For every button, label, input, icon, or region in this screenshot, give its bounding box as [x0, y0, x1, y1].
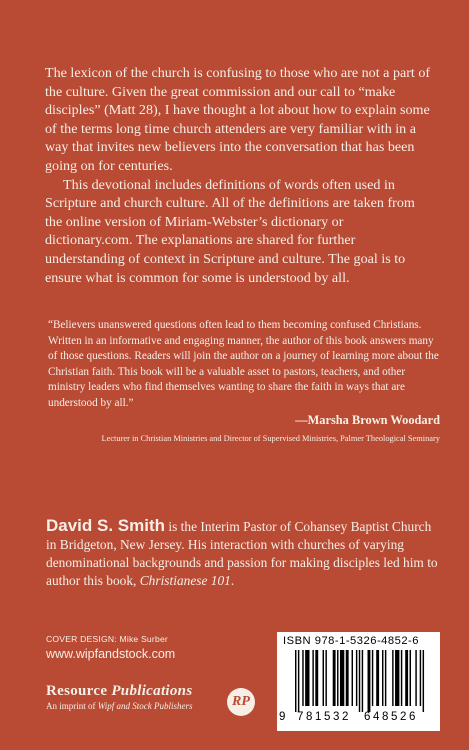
barcode-bar	[323, 650, 324, 706]
barcode-digits-right: 648526	[364, 711, 418, 723]
publisher-website: www.wipfandstock.com	[46, 647, 176, 661]
barcode-bar	[305, 650, 309, 706]
barcode-bar	[325, 650, 326, 706]
barcode-bar	[392, 650, 393, 706]
endorsement-quote: “Believers unanswered questions often lead to them becoming confused Christians. Written in an informative and engaging manner, the author of this book answers many of those questions. Readers will join the author on a journey of learning more about the Christian faith. This book will be a valuable asset to pastors, teachers, and other ministry leaders who find themselves wanting to share the faith in ways that are understood by all.”	[48, 319, 439, 409]
imprint-prefix: An imprint of	[46, 701, 98, 711]
barcode-bar	[315, 650, 318, 706]
cover-design-credit: COVER DESIGN: Mike Surber	[46, 634, 168, 644]
barcode-bar	[376, 650, 379, 706]
credits	[46, 634, 175, 661]
endorser-affiliation: Lecturer in Christian Ministries and Director of Supervised Ministries, Palmer Theological Seminary	[101, 433, 440, 443]
barcode-digit-first: 9	[279, 711, 286, 723]
description-paragraph-2: This devotional includes definitions of words often used in Scripture and church culture. All of the definitions are taken from the online version of Miriam-Webster’s dictionary or dictionary.com. The explanations are shared for further understanding of context in Scripture and culture. The goal is to ensure what is common for some is understood by all.	[45, 176, 415, 286]
publisher-logo-icon: RP	[227, 688, 255, 716]
barcode-bar	[333, 650, 336, 706]
author-bio	[46, 517, 438, 590]
imprint-name: Wipf and Stock Publishers	[97, 701, 193, 711]
barcode-bar	[295, 650, 296, 712]
isbn-number: ISBN 978-1-5326-4852-6	[283, 635, 420, 647]
isbn-barcode	[277, 632, 440, 731]
barcode-bar	[298, 650, 299, 712]
barcode-bar	[352, 650, 353, 706]
book-title: Christianese 101	[139, 573, 231, 588]
barcode-bar	[368, 650, 371, 712]
barcode-bar	[312, 650, 313, 706]
barcode-bar	[382, 650, 383, 706]
barcode-bar	[423, 650, 424, 712]
barcode-bar	[415, 650, 416, 706]
author-name: David S. Smith	[46, 516, 166, 535]
endorsement	[48, 318, 440, 446]
endorser-name: —Marsha Brown Woodard	[295, 413, 440, 427]
barcode-bar	[346, 650, 349, 706]
barcode-bar	[356, 650, 357, 706]
barcode-bar	[401, 650, 402, 706]
back-cover-description	[45, 64, 431, 287]
publisher-name-first: Resource	[46, 683, 108, 699]
publisher-imprint	[46, 683, 246, 723]
barcode-digits-left: 781532	[297, 711, 351, 723]
barcode-bar	[372, 650, 373, 706]
barcode-bar	[359, 650, 360, 712]
barcode-bar	[410, 650, 411, 706]
description-paragraph-1: The lexicon of the church is confusing to those who are not a part of the culture. Given the great commission and our call to “make disciples” (Matt 28), I have thought a lot about how to explain some of the terms long time church attenders are very familiar with in a way that invites new believers into the conversation that has been going on for centuries.	[45, 65, 431, 174]
barcode-bar	[302, 650, 303, 706]
barcode-icon	[285, 650, 433, 712]
barcode-bar	[395, 650, 399, 706]
publisher-name	[46, 683, 246, 700]
barcode-bar	[340, 650, 344, 706]
imprint-line	[46, 701, 246, 711]
bio-text-end: .	[230, 573, 235, 588]
bio-text: is the Interim Pastor of Cohansey Baptist Church in Bridgeton, New Jersey. His interaction with churches of varying denominational backgrounds and passion for making disciples led him to author this book,	[46, 519, 438, 588]
publisher-name-second: Publications	[111, 683, 193, 699]
barcode-bar	[362, 650, 363, 712]
barcode-bar	[405, 650, 408, 706]
barcode-bar	[385, 650, 386, 706]
barcode-bar	[337, 650, 338, 706]
barcode-bar	[420, 650, 421, 706]
